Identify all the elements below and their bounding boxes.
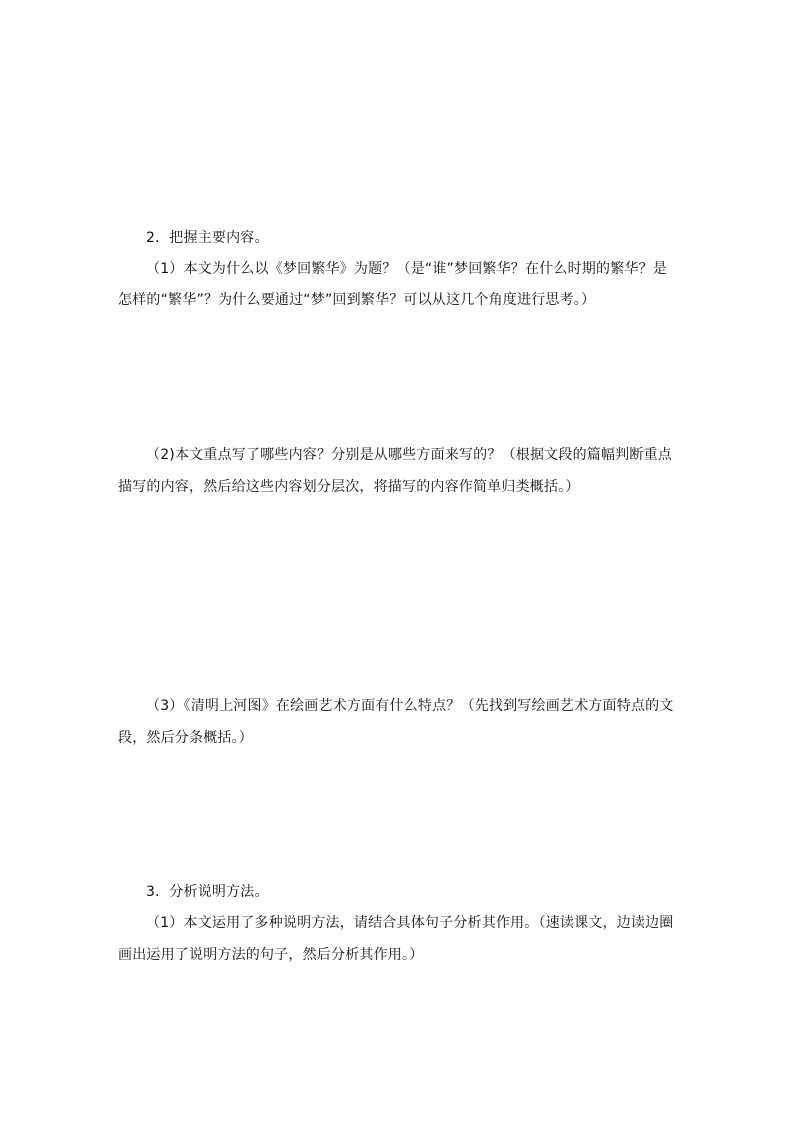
- question-2-3-line-1: （3）《清明上河图》在绘画艺术方面有什么特点？（先找到写绘画艺术方面特点的文: [146, 698, 674, 714]
- section-2-heading: 2．把握主要内容。: [146, 230, 269, 246]
- question-2-3-line-2: 段，然后分条概括。）: [118, 730, 253, 746]
- question-2-2-line-1: （2)本文重点写了哪些内容？分别是从哪些方面来写的？（根据文段的篇幅判断重点: [146, 447, 672, 463]
- question-2-2-line-2: 描写的内容，然后给这些内容划分层次，将描写的内容作简单归类概括。）: [118, 479, 580, 495]
- question-3-1-line-2: 画出运用了说明方法的句子，然后分析其作用。）: [118, 947, 424, 963]
- question-3-1-line-1: （1）本文运用了多种说明方法，请结合具体句子分析其作用。（速读课文，边读边圈: [146, 915, 674, 931]
- question-2-1-line-2: 怎样的“繁华”？为什么要通过“梦”回到繁华？可以从这几个角度进行思考。）: [118, 292, 596, 308]
- question-2-1-line-1: （1）本文为什么以《梦回繁华》为题？（是“谁”梦回繁华？在什么时期的繁华？是: [146, 261, 668, 277]
- section-3-heading: 3．分析说明方法。: [146, 884, 269, 900]
